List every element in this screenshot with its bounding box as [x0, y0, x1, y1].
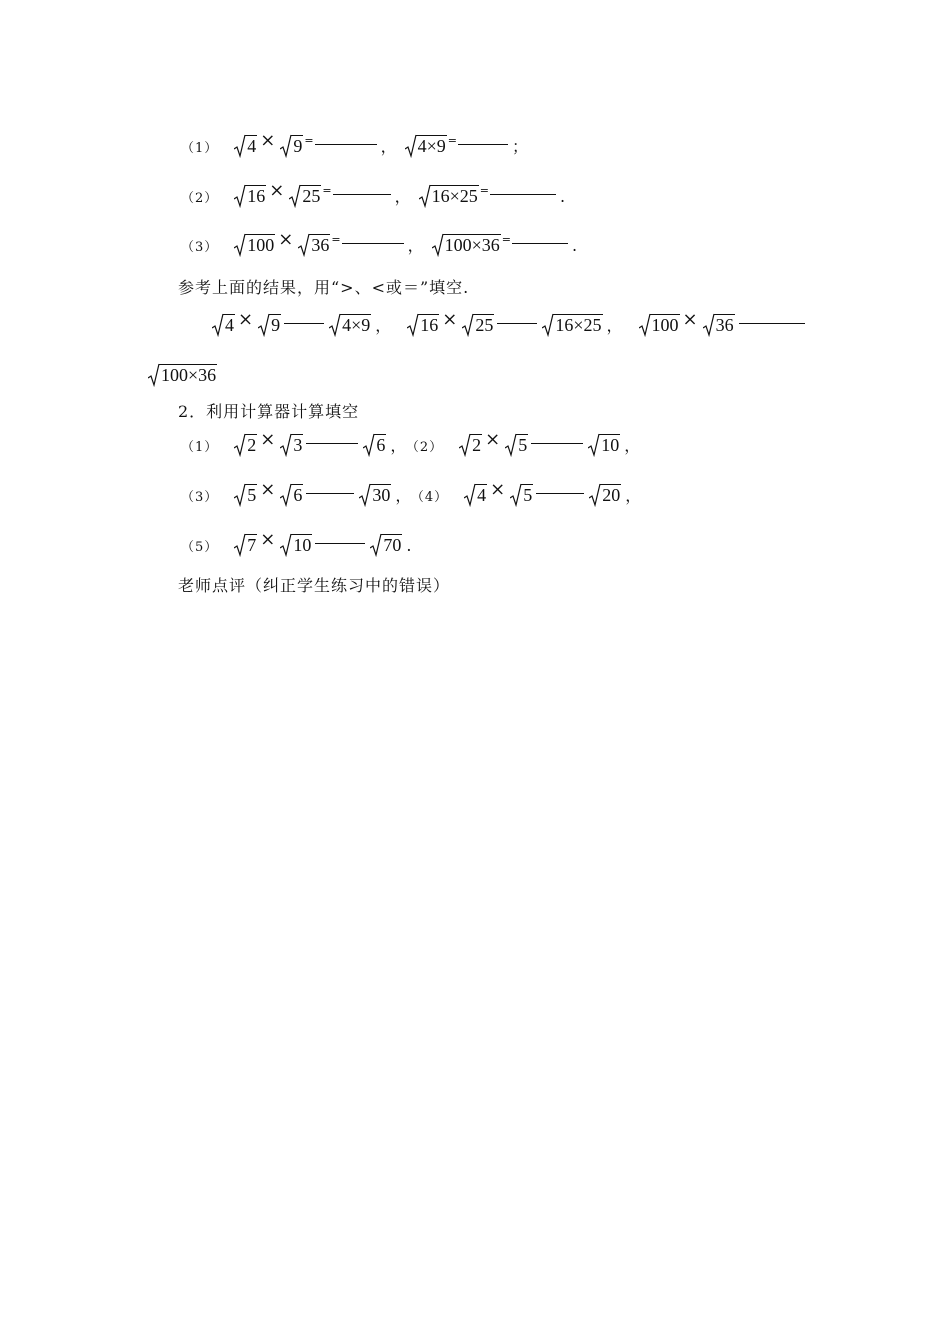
radical: 7 — [234, 532, 257, 557]
sqrt-icon — [234, 233, 246, 257]
instruction-text: 参考上面的结果，用“>、<或＝”填空. — [178, 278, 470, 297]
radical: 4×9 — [405, 133, 447, 158]
sqrt-icon — [459, 433, 471, 457]
sqrt-icon — [234, 433, 246, 457]
radical: 4×9 — [329, 312, 371, 337]
sqrt-icon — [363, 433, 375, 457]
answer-blank[interactable] — [458, 144, 508, 145]
item-number: （3） — [181, 240, 219, 255]
sqrt-icon — [542, 313, 554, 337]
radical: 100 — [234, 232, 275, 257]
sqrt-icon — [280, 483, 292, 507]
sqrt-icon — [703, 313, 715, 337]
radical: 4 — [234, 133, 257, 158]
radical: 20 — [589, 482, 621, 507]
comparison-row: 4 × 9 4×9 ， 16 × 25 16×25 ， 100 × 36 — [210, 312, 805, 338]
radical: 100 — [639, 312, 680, 337]
answer-blank[interactable] — [490, 194, 556, 195]
exercise-1-2: （2） 16 × 25 = ， 16×25 = . — [181, 180, 566, 206]
exercise-2-row-3: （5） 7 × 10 70 . — [181, 529, 412, 555]
radical: 36 — [703, 312, 735, 337]
teacher-comment: 老师点评（纠正学生练习中的错误） — [178, 576, 451, 595]
answer-blank[interactable] — [739, 323, 805, 324]
sqrt-icon — [280, 134, 292, 158]
radical: 3 — [280, 432, 303, 457]
sqrt-icon — [280, 433, 292, 457]
radical: 10 — [280, 532, 312, 557]
sqrt-icon — [234, 134, 246, 158]
answer-blank[interactable] — [512, 243, 568, 244]
sqrt-icon — [280, 533, 292, 557]
radical: 6 — [363, 432, 386, 457]
answer-blank[interactable] — [306, 493, 354, 494]
answer-blank[interactable] — [497, 323, 537, 324]
sqrt-icon — [432, 233, 444, 257]
radical: 9 — [258, 312, 281, 337]
radical: 16 — [234, 183, 266, 208]
sqrt-icon — [505, 433, 517, 457]
radical: 10 — [588, 432, 620, 457]
answer-blank[interactable] — [342, 243, 404, 244]
sqrt-icon — [370, 533, 382, 557]
answer-blank[interactable] — [536, 493, 584, 494]
answer-blank[interactable] — [333, 194, 391, 195]
radical: 30 — [359, 482, 391, 507]
sqrt-icon — [329, 313, 341, 337]
sqrt-icon — [298, 233, 310, 257]
answer-blank[interactable] — [531, 443, 583, 444]
sqrt-icon — [510, 483, 522, 507]
exercise-2-row-2: （3） 5 × 6 30 ， （4） 4 × 5 20 ， — [181, 479, 642, 505]
sqrt-icon — [234, 483, 246, 507]
radical: 100×36 — [148, 362, 217, 387]
radical: 36 — [298, 232, 330, 257]
radical: 6 — [280, 482, 303, 507]
radical: 9 — [280, 133, 303, 158]
sqrt-icon — [234, 184, 246, 208]
sqrt-icon — [639, 313, 651, 337]
sqrt-icon — [258, 313, 270, 337]
radical: 25 — [289, 183, 321, 208]
item-number: （1） — [181, 141, 219, 156]
comparison-row-wrap — [146, 362, 217, 388]
sqrt-icon — [462, 313, 474, 337]
radical: 5 — [234, 482, 257, 507]
sqrt-icon — [148, 363, 160, 387]
radical: 2 — [459, 432, 482, 457]
sqrt-icon — [289, 184, 301, 208]
answer-blank[interactable] — [315, 144, 377, 145]
radical: 70 — [370, 532, 402, 557]
radical: 4 — [464, 482, 487, 507]
sqrt-icon — [419, 184, 431, 208]
radical: 5 — [510, 482, 533, 507]
sqrt-icon — [464, 483, 476, 507]
answer-blank[interactable] — [284, 323, 324, 324]
radical: 5 — [505, 432, 528, 457]
sqrt-icon — [405, 134, 417, 158]
radical: 16×25 — [419, 183, 479, 208]
sqrt-icon — [407, 313, 419, 337]
radical: 25 — [462, 312, 494, 337]
sqrt-icon — [588, 433, 600, 457]
radical: 100×36 — [432, 232, 501, 257]
answer-blank[interactable] — [315, 543, 365, 544]
exercise-1-3: （3） 100 × 36 = ， 100×36 = . — [181, 229, 578, 255]
sqrt-icon — [589, 483, 601, 507]
sqrt-icon — [359, 483, 371, 507]
answer-blank[interactable] — [306, 443, 358, 444]
radical: 2 — [234, 432, 257, 457]
radical: 4 — [212, 312, 235, 337]
item-number: （2） — [181, 191, 219, 206]
sqrt-icon — [234, 533, 246, 557]
section-2-title: 2．利用计算器计算填空 — [178, 402, 360, 421]
radical: 16 — [407, 312, 439, 337]
radical: 16×25 — [542, 312, 602, 337]
exercise-2-row-1: （1） 2 × 3 6 ， （2） 2 × 5 10 ， — [181, 429, 641, 455]
exercise-1-1: （1） 4 × 9 = ， 4×9 = ； — [181, 130, 528, 156]
sqrt-icon — [212, 313, 224, 337]
